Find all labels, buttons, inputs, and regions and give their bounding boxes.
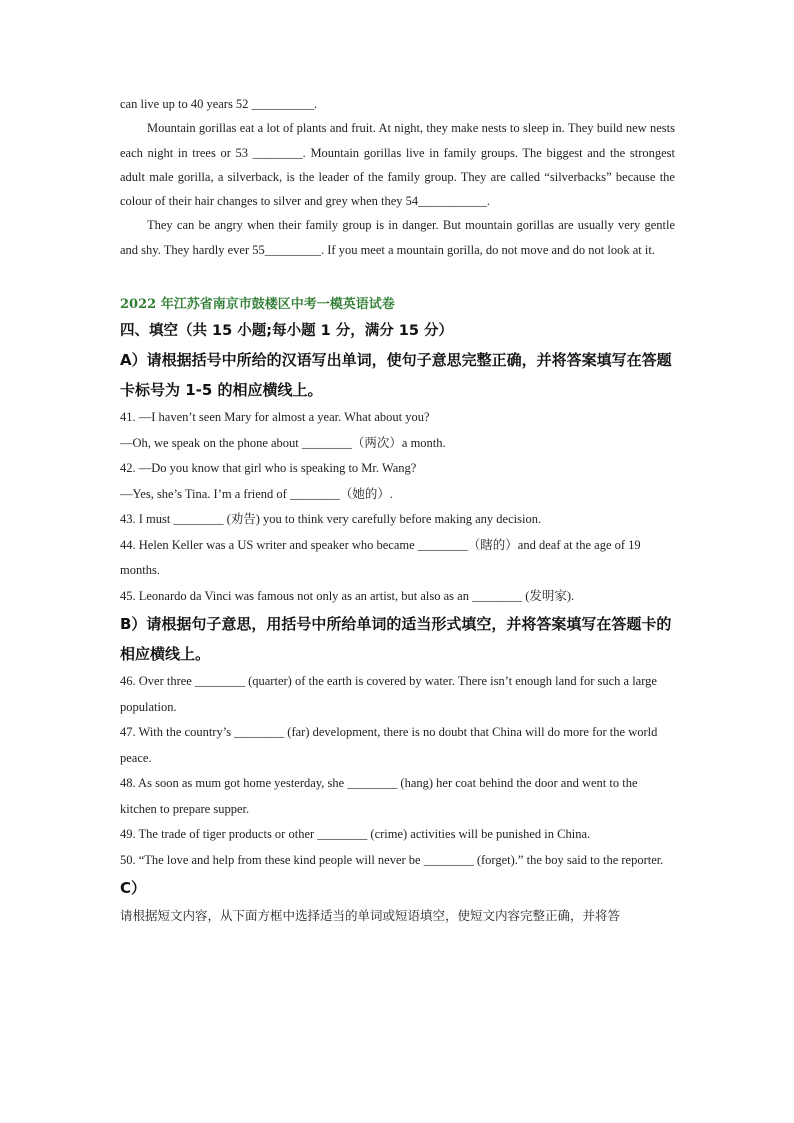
section-heading: 四、填空（共 15 小题;每小题 1 分，满分 15 分） [120, 323, 454, 340]
question-41-line-2: —Oh, we speak on the phone about ________（两次）a month. [120, 435, 446, 450]
passage-line: can live up to 40 years 52 __________. [120, 97, 318, 111]
question-43: 43. I must ________ (劝告) you to think very carefully before making any decision. [120, 512, 542, 527]
exam-title: 2022 年江苏省南京市鼓楼区中考一模英语试卷 [120, 297, 395, 313]
passage-paragraph-1: Mountain gorillas eat a lot of plants and fruit. At night, they make nests to sleep in. They build new nests each night in trees or 53 ________. Mountain gorillas live in family groups. The biggest and the strongest adult male gorilla, a silverback, is the leader of the family group. They are called “silverbacks” because the colour of their hair changes to silver and grey when they 54___________. [120, 121, 675, 209]
part-c-instruction: 请根据短文内容，从下面方框中选择适当的单词或短语填空，使短文内容完整正确，并将答 [120, 908, 621, 924]
question-44: 44. Helen Keller was a US writer and speaker who became ________（瞎的）and deaf at the age of 19 months. [120, 537, 641, 578]
question-47: 47. With the country’s ________ (far) development, there is no doubt that China will do more for the world peace. [120, 725, 658, 765]
question-49: 49. The trade of tiger products or other ________ (crime) activities will be punished in China. [120, 827, 591, 842]
question-41-line-1: 41. —I haven’t seen Mary for almost a year. What about you? [120, 410, 430, 425]
question-48: 48. As soon as mum got home yesterday, she ________ (hang) her coat behind the door and went to the kitchen to prepare supper. [120, 776, 638, 816]
part-a-instruction: A）请根据括号中所给的汉语写出单词，使句子意思完整正确，并将答案填写在答题卡标号为 1-5 的相应横线上。 [120, 351, 672, 400]
document-page [120, 0, 675, 929]
part-b-instruction: B）请根据句子意思，用括号中所给单词的适当形式填空，并将答案填写在答题卡的相应横线上。 [120, 615, 672, 664]
question-42-line-1: 42. —Do you know that girl who is speaking to Mr. Wang? [120, 461, 417, 476]
question-42-line-2: —Yes, she’s Tina. I’m a friend of ________（她的）. [120, 486, 394, 501]
passage-paragraph-2: They can be angry when their family group is in danger. But mountain gorillas are usually very gentle and shy. They hardly ever 55_________. If you meet a mountain gorilla, do not move and do not look at it. [120, 218, 675, 257]
question-46: 46. Over three ________ (quarter) of the earth is covered by water. There isn’t enough land for such a large population. [120, 674, 657, 714]
part-c-label: C） [120, 879, 147, 898]
question-45: 45. Leonardo da Vinci was famous not only as an artist, but also as an ________ (发明家). [120, 588, 575, 603]
question-50: 50. “The love and help from these kind people will never be ________ (forget).” the boy said to the reporter. [120, 852, 664, 867]
